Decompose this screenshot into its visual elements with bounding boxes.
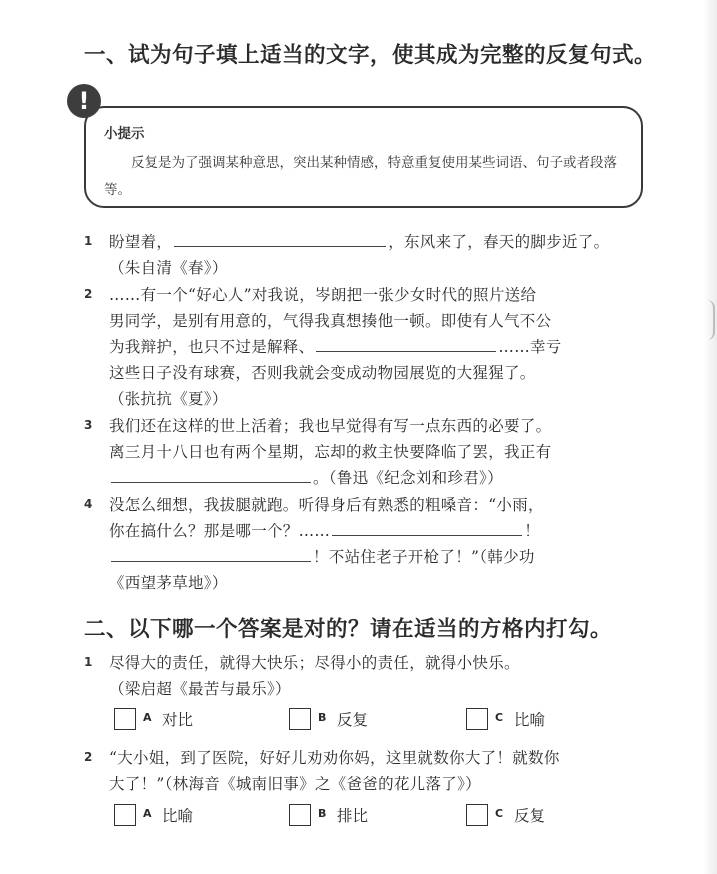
option-letter: B: [318, 807, 327, 820]
option-label: 排比: [337, 807, 369, 825]
option-label: 对比: [162, 711, 194, 729]
question-number: 1: [84, 234, 93, 248]
fill-in-blank[interactable]: [332, 534, 522, 536]
section-1-title: 一、试为句子填上适当的文字，使其成为完整的反复句式。: [84, 43, 657, 68]
question-source: （梁启超《最苦与最乐》）: [109, 680, 291, 698]
option-label: 比喻: [162, 807, 194, 825]
question-line: ……有一个“好心人”对我说，岑朗把一张少女时代的照片送给: [109, 286, 537, 304]
question-line: 大了！”（林海音《城南旧事》之《爸爸的花儿落了》）: [109, 775, 481, 793]
page-edge-shadow: [703, 0, 717, 874]
question-line: [109, 466, 503, 488]
question-line: [109, 545, 535, 567]
option-letter: C: [495, 711, 504, 724]
question-line: 这些日子没有球赛，否则我就会变成动物园展览的大猩猩了。: [109, 364, 536, 382]
option-label: 反复: [337, 711, 369, 729]
fill-in-blank[interactable]: [111, 560, 311, 562]
fill-in-blank[interactable]: [111, 481, 311, 483]
fill-in-blank[interactable]: [174, 245, 386, 247]
question-text: ……幸亏: [498, 338, 562, 356]
checkbox[interactable]: [289, 804, 311, 826]
option-label: 比喻: [514, 711, 546, 729]
question-line: 男同学，是别有用意的，气得我真想揍他一顿。即使有人气不公: [109, 312, 552, 330]
question-source: 《西望茅草地》）: [109, 574, 228, 592]
question-line: 离三月十八日也有两个星期，忘却的救主快要降临了罢，我正有: [109, 443, 552, 461]
question-number: 2: [84, 287, 93, 301]
option-label: 反复: [514, 807, 546, 825]
question-line: “大小姐，到了医院，好好儿劝劝你妈，这里就数你大了！就数你: [109, 749, 560, 767]
tip-text: 反复是为了强调某种意思，突出某种情感，特意重复使用某些词语、句子或者段落等。: [104, 155, 617, 198]
question-line: 我们还在这样的世上活着；我也早觉得有写一点东西的必要了。: [109, 417, 552, 435]
question-line: [109, 519, 540, 541]
question-number: 2: [84, 750, 93, 764]
question-line: [109, 230, 609, 252]
question-source: （朱自清《春》）: [109, 259, 228, 277]
question-number: 1: [84, 655, 93, 669]
checkbox[interactable]: [289, 708, 311, 730]
option-letter: A: [143, 711, 152, 724]
checkbox[interactable]: [114, 804, 136, 826]
question-text: ！不站住老子开枪了！”（韩少功: [313, 548, 535, 566]
question-text: 你在搞什么？那是哪一个？……: [109, 522, 331, 540]
question-number: 3: [84, 418, 93, 432]
question-line: 没怎么细想，我拔腿就跑。听得身后有熟悉的粗嗓音：“小雨，: [109, 496, 544, 514]
question-text: 盼望着，: [109, 233, 173, 251]
question-line: [109, 335, 562, 357]
option-letter: A: [143, 807, 152, 820]
question-text: 为我辩护，也只不过是解释、: [109, 338, 315, 356]
checkbox[interactable]: [466, 708, 488, 730]
question-source: （张抗抗《夏》）: [109, 390, 228, 408]
checkbox[interactable]: [466, 804, 488, 826]
option-letter: B: [318, 711, 327, 724]
question-text: ！: [524, 522, 541, 540]
question-text: 。（鲁迅《纪念刘和珍君》）: [313, 469, 503, 487]
question-number: 4: [84, 497, 93, 511]
question-line: 尽得大的责任，就得大快乐；尽得小的责任，就得小快乐。: [109, 654, 520, 672]
section-2-title: 二、以下哪一个答案是对的？请在适当的方格内打勾。: [84, 617, 613, 642]
exclamation-icon: !: [67, 84, 101, 118]
fill-in-blank[interactable]: [316, 350, 496, 352]
tip-title: 小提示: [104, 126, 145, 142]
option-letter: C: [495, 807, 504, 820]
question-text: ，东风来了，春天的脚步近了。: [388, 233, 610, 251]
page-edge-mark: [707, 300, 715, 340]
checkbox[interactable]: [114, 708, 136, 730]
